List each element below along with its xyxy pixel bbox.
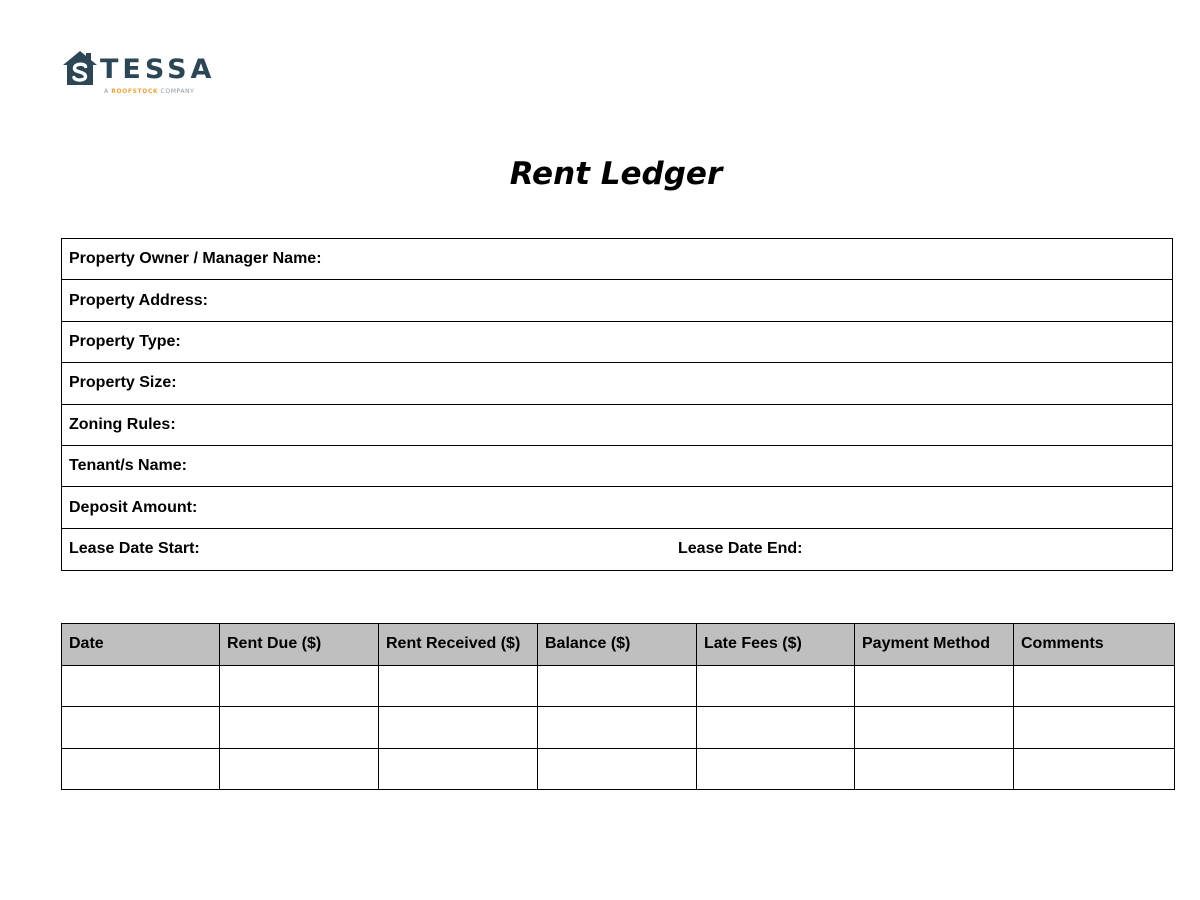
table-cell[interactable] [220, 665, 379, 707]
column-header-comments: Comments [1014, 624, 1175, 666]
table-cell[interactable] [697, 665, 855, 707]
info-row-lease [62, 529, 1172, 570]
info-row-owner: Property Owner / Manager Name: [62, 239, 1172, 280]
ledger-header-row [62, 624, 1175, 666]
info-row-tenant: Tenant/s Name: [62, 446, 1172, 487]
table-cell[interactable] [1014, 665, 1175, 707]
column-header-date: Date [62, 624, 220, 666]
column-header-rent-received: Rent Received ($) [379, 624, 538, 666]
table-cell[interactable] [1014, 748, 1175, 790]
table-cell[interactable] [697, 707, 855, 749]
column-header-payment-method: Payment Method [855, 624, 1014, 666]
lease-end-label: Lease Date End: [678, 540, 803, 558]
table-cell[interactable] [538, 748, 697, 790]
page-title: Rent Ledger [509, 156, 723, 192]
table-cell[interactable] [379, 707, 538, 749]
logo-tagline: A ROOFSTOCK COMPANY [104, 88, 195, 95]
table-cell[interactable] [1014, 707, 1175, 749]
table-row [62, 707, 1175, 749]
table-cell[interactable] [855, 707, 1014, 749]
rent-ledger-table [61, 623, 1175, 790]
table-cell[interactable] [379, 665, 538, 707]
lease-start-label: Lease Date Start: [69, 540, 200, 558]
table-cell[interactable] [379, 748, 538, 790]
table-cell[interactable] [855, 748, 1014, 790]
table-cell[interactable] [538, 665, 697, 707]
table-cell[interactable] [855, 665, 1014, 707]
column-header-late-fees: Late Fees ($) [697, 624, 855, 666]
column-header-rent-due: Rent Due ($) [220, 624, 379, 666]
table-row [62, 748, 1175, 790]
info-row-size: Property Size: [62, 363, 1172, 404]
table-cell[interactable] [697, 748, 855, 790]
house-s-logo-icon [62, 50, 98, 86]
table-cell[interactable] [62, 665, 220, 707]
info-row-deposit: Deposit Amount: [62, 487, 1172, 528]
info-row-type: Property Type: [62, 322, 1172, 363]
column-header-balance: Balance ($) [538, 624, 697, 666]
table-cell[interactable] [220, 707, 379, 749]
table-row [62, 665, 1175, 707]
table-cell[interactable] [538, 707, 697, 749]
property-info-table [61, 238, 1173, 571]
table-cell[interactable] [62, 748, 220, 790]
table-cell[interactable] [220, 748, 379, 790]
info-row-address: Property Address: [62, 280, 1172, 321]
stessa-logo [62, 50, 242, 100]
logo-wordmark: TESSA [100, 54, 216, 85]
table-cell[interactable] [62, 707, 220, 749]
info-row-zoning: Zoning Rules: [62, 405, 1172, 446]
